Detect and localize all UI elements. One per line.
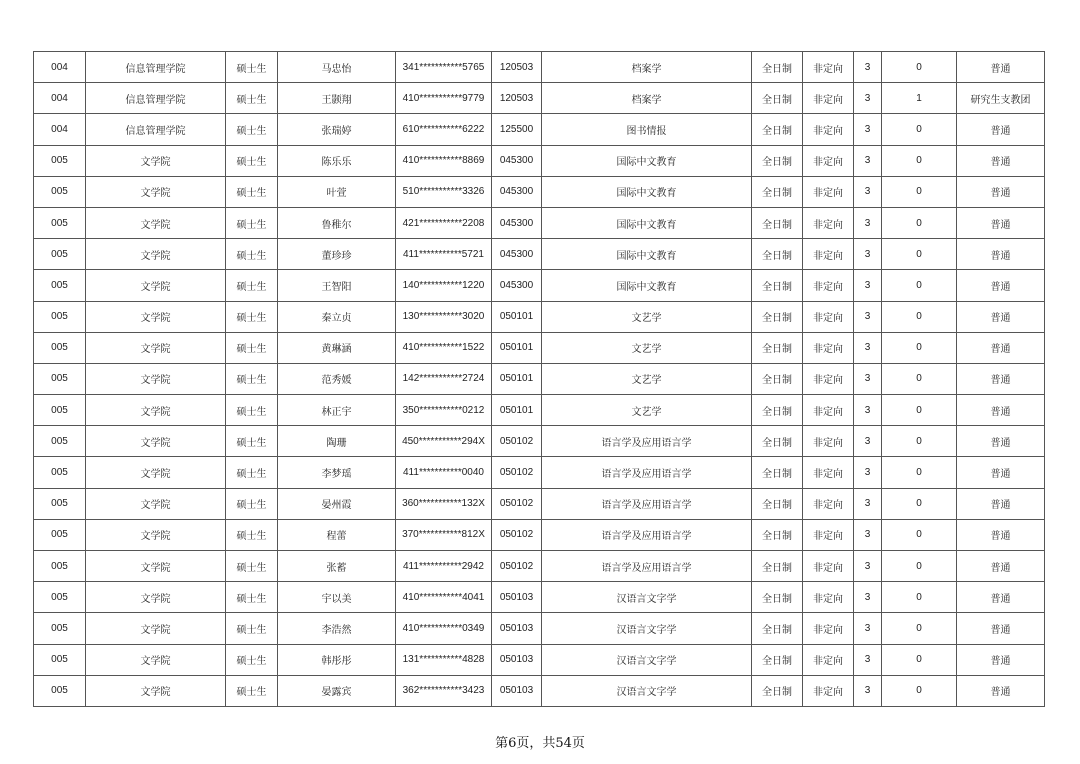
cell-dept-code: 004 <box>34 52 86 83</box>
cell-duration: 3 <box>854 395 882 426</box>
cell-study-mode: 全日制 <box>752 675 803 706</box>
cell-degree-level: 硕士生 <box>226 426 278 457</box>
cell-major-name: 国际中文教育 <box>542 176 752 207</box>
cell-student-name: 鲁稚尔 <box>278 207 396 238</box>
cell-student-name: 宇以美 <box>278 582 396 613</box>
cell-college: 文学院 <box>86 644 226 675</box>
cell-dept-code: 005 <box>34 675 86 706</box>
cell-degree-level: 硕士生 <box>226 176 278 207</box>
cell-study-mode: 全日制 <box>752 613 803 644</box>
cell-major-code: 050101 <box>492 363 542 394</box>
cell-id-number: 450***********294X <box>396 426 492 457</box>
cell-degree-level: 硕士生 <box>226 457 278 488</box>
cell-dept-code: 005 <box>34 363 86 394</box>
cell-student-name: 晏州霞 <box>278 488 396 519</box>
table-row <box>34 114 1045 145</box>
cell-category: 普通 <box>957 207 1045 238</box>
cell-degree-level: 硕士生 <box>226 52 278 83</box>
cell-category: 普通 <box>957 644 1045 675</box>
cell-orientation: 非定向 <box>803 519 854 550</box>
cell-college: 文学院 <box>86 551 226 582</box>
cell-category: 普通 <box>957 582 1045 613</box>
cell-major-name: 档案学 <box>542 83 752 114</box>
table-row <box>34 145 1045 176</box>
cell-study-mode: 全日制 <box>752 270 803 301</box>
cell-count: 0 <box>882 363 957 394</box>
cell-duration: 3 <box>854 426 882 457</box>
cell-college: 文学院 <box>86 301 226 332</box>
cell-dept-code: 005 <box>34 644 86 675</box>
cell-major-name: 语言学及应用语言学 <box>542 457 752 488</box>
cell-count: 0 <box>882 582 957 613</box>
cell-major-code: 045300 <box>492 207 542 238</box>
cell-college: 文学院 <box>86 613 226 644</box>
cell-study-mode: 全日制 <box>752 301 803 332</box>
cell-orientation: 非定向 <box>803 145 854 176</box>
cell-orientation: 非定向 <box>803 114 854 145</box>
cell-category: 普通 <box>957 519 1045 550</box>
cell-count: 0 <box>882 675 957 706</box>
cell-dept-code: 005 <box>34 176 86 207</box>
cell-duration: 3 <box>854 551 882 582</box>
table-row <box>34 613 1045 644</box>
cell-id-number: 411***********2942 <box>396 551 492 582</box>
cell-duration: 3 <box>854 270 882 301</box>
cell-id-number: 360***********132X <box>396 488 492 519</box>
cell-id-number: 411***********0040 <box>396 457 492 488</box>
cell-category: 普通 <box>957 363 1045 394</box>
cell-degree-level: 硕士生 <box>226 551 278 582</box>
cell-study-mode: 全日制 <box>752 426 803 457</box>
cell-id-number: 510***********3326 <box>396 176 492 207</box>
cell-major-code: 050101 <box>492 395 542 426</box>
cell-student-name: 王智阳 <box>278 270 396 301</box>
cell-college: 文学院 <box>86 176 226 207</box>
cell-major-name: 图书情报 <box>542 114 752 145</box>
cell-count: 0 <box>882 519 957 550</box>
cell-count: 0 <box>882 52 957 83</box>
table-row <box>34 457 1045 488</box>
cell-college: 文学院 <box>86 332 226 363</box>
cell-duration: 3 <box>854 519 882 550</box>
cell-orientation: 非定向 <box>803 176 854 207</box>
cell-count: 0 <box>882 114 957 145</box>
cell-dept-code: 004 <box>34 114 86 145</box>
cell-degree-level: 硕士生 <box>226 488 278 519</box>
cell-id-number: 610***********6222 <box>396 114 492 145</box>
cell-id-number: 131***********4828 <box>396 644 492 675</box>
cell-count: 0 <box>882 207 957 238</box>
cell-major-name: 文艺学 <box>542 363 752 394</box>
cell-college: 文学院 <box>86 582 226 613</box>
cell-id-number: 410***********4041 <box>396 582 492 613</box>
cell-major-name: 语言学及应用语言学 <box>542 551 752 582</box>
table-row <box>34 176 1045 207</box>
cell-category: 普通 <box>957 426 1045 457</box>
cell-category: 普通 <box>957 301 1045 332</box>
cell-major-name: 语言学及应用语言学 <box>542 488 752 519</box>
cell-degree-level: 硕士生 <box>226 332 278 363</box>
cell-student-name: 林正宇 <box>278 395 396 426</box>
cell-dept-code: 005 <box>34 613 86 644</box>
cell-duration: 3 <box>854 644 882 675</box>
cell-orientation: 非定向 <box>803 83 854 114</box>
cell-student-name: 董珍珍 <box>278 239 396 270</box>
cell-duration: 3 <box>854 582 882 613</box>
cell-count: 0 <box>882 644 957 675</box>
cell-dept-code: 005 <box>34 551 86 582</box>
cell-category: 普通 <box>957 270 1045 301</box>
cell-duration: 3 <box>854 207 882 238</box>
cell-degree-level: 硕士生 <box>226 582 278 613</box>
cell-dept-code: 005 <box>34 301 86 332</box>
table-row <box>34 301 1045 332</box>
table-row <box>34 644 1045 675</box>
cell-study-mode: 全日制 <box>752 207 803 238</box>
cell-major-code: 050103 <box>492 675 542 706</box>
cell-major-name: 国际中文教育 <box>542 270 752 301</box>
cell-major-code: 045300 <box>492 145 542 176</box>
cell-duration: 3 <box>854 176 882 207</box>
cell-major-code: 050102 <box>492 426 542 457</box>
cell-count: 0 <box>882 457 957 488</box>
cell-college: 信息管理学院 <box>86 83 226 114</box>
cell-student-name: 范秀媛 <box>278 363 396 394</box>
cell-count: 0 <box>882 176 957 207</box>
cell-degree-level: 硕士生 <box>226 519 278 550</box>
cell-duration: 3 <box>854 457 882 488</box>
cell-student-name: 程蕾 <box>278 519 396 550</box>
cell-id-number: 410***********8869 <box>396 145 492 176</box>
cell-student-name: 张瑞婷 <box>278 114 396 145</box>
cell-degree-level: 硕士生 <box>226 675 278 706</box>
cell-study-mode: 全日制 <box>752 145 803 176</box>
table-row <box>34 332 1045 363</box>
cell-count: 0 <box>882 488 957 519</box>
cell-dept-code: 005 <box>34 582 86 613</box>
cell-study-mode: 全日制 <box>752 457 803 488</box>
cell-student-name: 韩彤彤 <box>278 644 396 675</box>
cell-orientation: 非定向 <box>803 395 854 426</box>
cell-category: 普通 <box>957 551 1045 582</box>
cell-major-code: 125500 <box>492 114 542 145</box>
cell-college: 文学院 <box>86 239 226 270</box>
cell-major-name: 文艺学 <box>542 395 752 426</box>
cell-major-code: 050102 <box>492 519 542 550</box>
cell-orientation: 非定向 <box>803 488 854 519</box>
roster-body <box>34 52 1045 707</box>
cell-id-number: 421***********2208 <box>396 207 492 238</box>
cell-dept-code: 005 <box>34 426 86 457</box>
cell-category: 普通 <box>957 145 1045 176</box>
cell-count: 0 <box>882 551 957 582</box>
cell-degree-level: 硕士生 <box>226 83 278 114</box>
cell-duration: 3 <box>854 363 882 394</box>
cell-dept-code: 005 <box>34 207 86 238</box>
cell-college: 文学院 <box>86 145 226 176</box>
cell-orientation: 非定向 <box>803 644 854 675</box>
cell-major-code: 050101 <box>492 332 542 363</box>
cell-category: 普通 <box>957 488 1045 519</box>
cell-study-mode: 全日制 <box>752 363 803 394</box>
cell-category: 普通 <box>957 395 1045 426</box>
cell-major-code: 050101 <box>492 301 542 332</box>
cell-id-number: 350***********0212 <box>396 395 492 426</box>
cell-college: 文学院 <box>86 363 226 394</box>
table-row <box>34 207 1045 238</box>
cell-study-mode: 全日制 <box>752 488 803 519</box>
cell-study-mode: 全日制 <box>752 395 803 426</box>
table-row <box>34 426 1045 457</box>
cell-college: 文学院 <box>86 675 226 706</box>
cell-degree-level: 硕士生 <box>226 395 278 426</box>
cell-duration: 3 <box>854 332 882 363</box>
cell-study-mode: 全日制 <box>752 176 803 207</box>
cell-major-code: 045300 <box>492 239 542 270</box>
cell-degree-level: 硕士生 <box>226 239 278 270</box>
cell-study-mode: 全日制 <box>752 519 803 550</box>
cell-student-name: 李梦瑶 <box>278 457 396 488</box>
cell-id-number: 130***********3020 <box>396 301 492 332</box>
cell-study-mode: 全日制 <box>752 644 803 675</box>
cell-dept-code: 005 <box>34 145 86 176</box>
cell-major-code: 050103 <box>492 644 542 675</box>
cell-duration: 3 <box>854 675 882 706</box>
cell-student-name: 张蓄 <box>278 551 396 582</box>
cell-student-name: 叶萱 <box>278 176 396 207</box>
cell-study-mode: 全日制 <box>752 551 803 582</box>
cell-student-name: 黄琳涵 <box>278 332 396 363</box>
cell-count: 0 <box>882 332 957 363</box>
cell-category: 普通 <box>957 52 1045 83</box>
cell-college: 信息管理学院 <box>86 114 226 145</box>
cell-count: 0 <box>882 395 957 426</box>
cell-college: 文学院 <box>86 426 226 457</box>
cell-orientation: 非定向 <box>803 207 854 238</box>
cell-duration: 3 <box>854 239 882 270</box>
table-row <box>34 675 1045 706</box>
cell-id-number: 140***********1220 <box>396 270 492 301</box>
cell-dept-code: 005 <box>34 332 86 363</box>
cell-dept-code: 005 <box>34 395 86 426</box>
cell-study-mode: 全日制 <box>752 582 803 613</box>
cell-duration: 3 <box>854 114 882 145</box>
cell-college: 文学院 <box>86 457 226 488</box>
cell-major-name: 国际中文教育 <box>542 207 752 238</box>
cell-student-name: 马忠怡 <box>278 52 396 83</box>
cell-orientation: 非定向 <box>803 613 854 644</box>
cell-category: 普通 <box>957 613 1045 644</box>
cell-id-number: 410***********1522 <box>396 332 492 363</box>
cell-degree-level: 硕士生 <box>226 613 278 644</box>
cell-count: 0 <box>882 613 957 644</box>
cell-orientation: 非定向 <box>803 332 854 363</box>
cell-id-number: 410***********9779 <box>396 83 492 114</box>
cell-category: 普通 <box>957 239 1045 270</box>
cell-id-number: 410***********0349 <box>396 613 492 644</box>
cell-major-name: 语言学及应用语言学 <box>542 426 752 457</box>
cell-degree-level: 硕士生 <box>226 270 278 301</box>
cell-major-name: 档案学 <box>542 52 752 83</box>
cell-college: 文学院 <box>86 488 226 519</box>
cell-student-name: 秦立贞 <box>278 301 396 332</box>
cell-student-name: 陶珊 <box>278 426 396 457</box>
cell-study-mode: 全日制 <box>752 83 803 114</box>
cell-degree-level: 硕士生 <box>226 207 278 238</box>
cell-orientation: 非定向 <box>803 551 854 582</box>
cell-degree-level: 硕士生 <box>226 301 278 332</box>
cell-college: 文学院 <box>86 207 226 238</box>
table-row <box>34 83 1045 114</box>
cell-degree-level: 硕士生 <box>226 145 278 176</box>
cell-college: 信息管理学院 <box>86 52 226 83</box>
table-row <box>34 395 1045 426</box>
cell-major-code: 120503 <box>492 52 542 83</box>
cell-study-mode: 全日制 <box>752 239 803 270</box>
cell-duration: 3 <box>854 83 882 114</box>
cell-student-name: 陈乐乐 <box>278 145 396 176</box>
cell-study-mode: 全日制 <box>752 52 803 83</box>
cell-degree-level: 硕士生 <box>226 644 278 675</box>
cell-orientation: 非定向 <box>803 675 854 706</box>
cell-count: 0 <box>882 301 957 332</box>
cell-student-name: 李浩然 <box>278 613 396 644</box>
cell-dept-code: 005 <box>34 488 86 519</box>
cell-duration: 3 <box>854 52 882 83</box>
cell-degree-level: 硕士生 <box>226 114 278 145</box>
table-row <box>34 270 1045 301</box>
cell-dept-code: 005 <box>34 519 86 550</box>
cell-dept-code: 005 <box>34 270 86 301</box>
cell-dept-code: 004 <box>34 83 86 114</box>
cell-id-number: 362***********3423 <box>396 675 492 706</box>
cell-major-code: 050103 <box>492 582 542 613</box>
cell-duration: 3 <box>854 145 882 176</box>
cell-id-number: 411***********5721 <box>396 239 492 270</box>
cell-orientation: 非定向 <box>803 457 854 488</box>
cell-orientation: 非定向 <box>803 582 854 613</box>
cell-major-name: 国际中文教育 <box>542 145 752 176</box>
cell-category: 普通 <box>957 332 1045 363</box>
cell-major-name: 汉语言文字学 <box>542 675 752 706</box>
student-roster-table <box>33 51 1045 707</box>
cell-study-mode: 全日制 <box>752 332 803 363</box>
cell-college: 文学院 <box>86 270 226 301</box>
cell-count: 0 <box>882 239 957 270</box>
cell-degree-level: 硕士生 <box>226 363 278 394</box>
cell-major-name: 文艺学 <box>542 332 752 363</box>
cell-college: 文学院 <box>86 395 226 426</box>
cell-category: 普通 <box>957 176 1045 207</box>
cell-count: 0 <box>882 426 957 457</box>
cell-category: 普通 <box>957 675 1045 706</box>
cell-orientation: 非定向 <box>803 239 854 270</box>
cell-duration: 3 <box>854 488 882 519</box>
cell-major-name: 汉语言文字学 <box>542 644 752 675</box>
cell-category: 普通 <box>957 114 1045 145</box>
cell-major-code: 045300 <box>492 270 542 301</box>
cell-category: 普通 <box>957 457 1045 488</box>
cell-id-number: 341***********5765 <box>396 52 492 83</box>
cell-duration: 3 <box>854 613 882 644</box>
cell-study-mode: 全日制 <box>752 114 803 145</box>
cell-college: 文学院 <box>86 519 226 550</box>
cell-major-code: 045300 <box>492 176 542 207</box>
cell-major-name: 汉语言文字学 <box>542 613 752 644</box>
cell-major-code: 050102 <box>492 488 542 519</box>
cell-major-code: 050103 <box>492 613 542 644</box>
cell-major-name: 文艺学 <box>542 301 752 332</box>
cell-major-name: 国际中文教育 <box>542 239 752 270</box>
cell-id-number: 142***********2724 <box>396 363 492 394</box>
cell-id-number: 370***********812X <box>396 519 492 550</box>
cell-dept-code: 005 <box>34 239 86 270</box>
cell-count: 0 <box>882 145 957 176</box>
cell-duration: 3 <box>854 301 882 332</box>
cell-major-name: 语言学及应用语言学 <box>542 519 752 550</box>
table-row <box>34 363 1045 394</box>
table-row <box>34 582 1045 613</box>
table-row <box>34 551 1045 582</box>
cell-orientation: 非定向 <box>803 426 854 457</box>
cell-major-code: 120503 <box>492 83 542 114</box>
table-row <box>34 519 1045 550</box>
cell-count: 1 <box>882 83 957 114</box>
cell-orientation: 非定向 <box>803 363 854 394</box>
table-row <box>34 488 1045 519</box>
cell-major-code: 050102 <box>492 457 542 488</box>
cell-major-name: 汉语言文字学 <box>542 582 752 613</box>
cell-orientation: 非定向 <box>803 52 854 83</box>
cell-dept-code: 005 <box>34 457 86 488</box>
cell-orientation: 非定向 <box>803 270 854 301</box>
page-number-footer: 第6页，共54页 <box>495 736 585 751</box>
cell-category: 研究生支教团 <box>957 83 1045 114</box>
cell-major-code: 050102 <box>492 551 542 582</box>
cell-student-name: 晏露宾 <box>278 675 396 706</box>
table-row <box>34 239 1045 270</box>
cell-student-name: 王颢翔 <box>278 83 396 114</box>
cell-orientation: 非定向 <box>803 301 854 332</box>
cell-count: 0 <box>882 270 957 301</box>
table-row <box>34 52 1045 83</box>
